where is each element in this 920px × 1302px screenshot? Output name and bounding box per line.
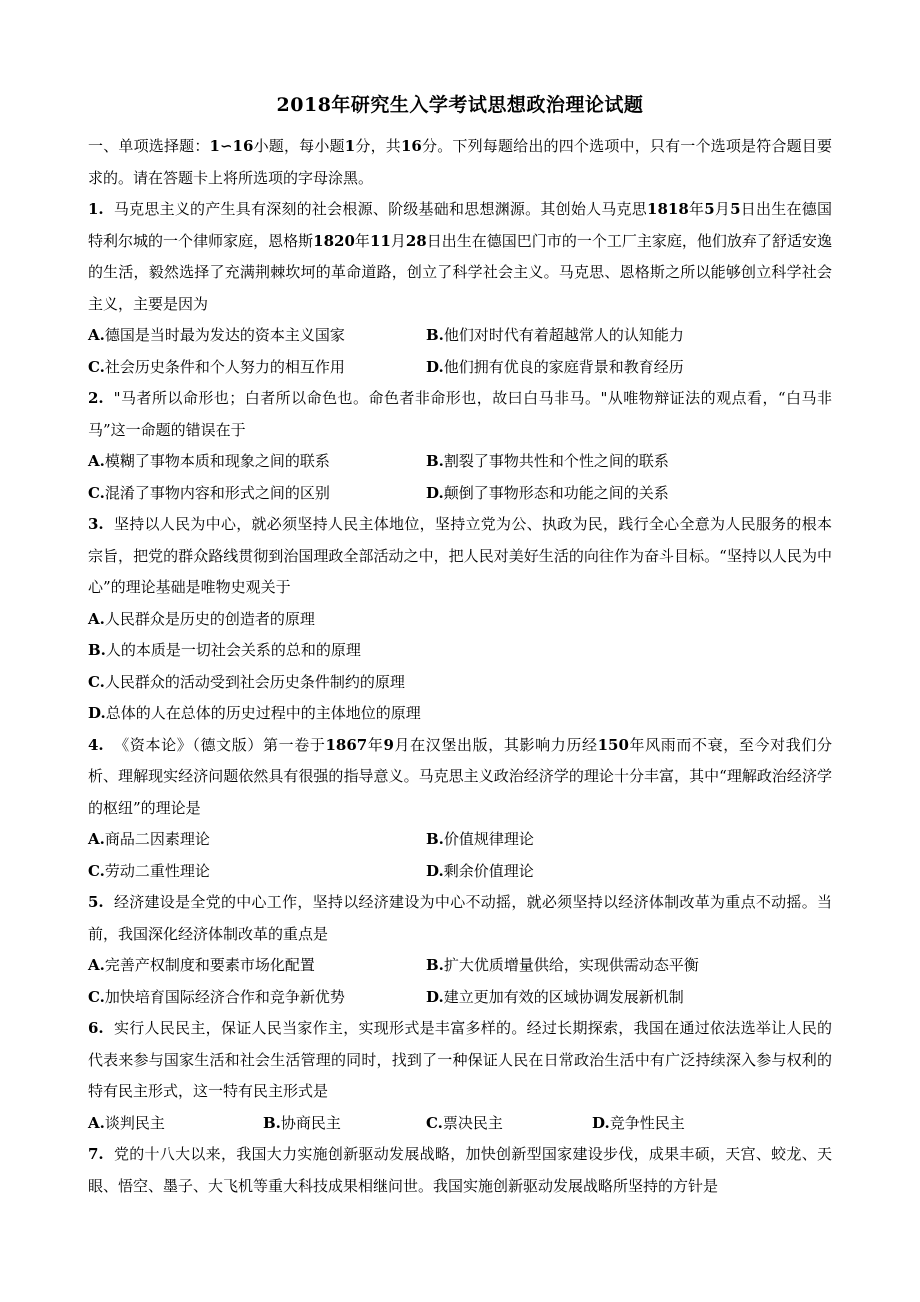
option-text: 协商民主 bbox=[280, 1113, 341, 1132]
option-c[interactable] bbox=[88, 982, 426, 1014]
option-c[interactable] bbox=[88, 478, 426, 510]
stem-day: 28 bbox=[405, 231, 427, 250]
option-b[interactable] bbox=[426, 320, 832, 352]
stem-month: 5 bbox=[704, 200, 715, 218]
option-d[interactable] bbox=[592, 1108, 832, 1140]
option-c[interactable] bbox=[88, 352, 426, 384]
option-text: 模糊了事物本质和现象之间的联系 bbox=[104, 452, 330, 470]
option-a[interactable] bbox=[88, 824, 426, 856]
question-3 bbox=[88, 509, 832, 730]
option-text: 人的本质是一切社会关系的总和的原理 bbox=[105, 641, 361, 659]
stem-text: 年 bbox=[688, 200, 705, 218]
instr-text: 分。下列每题给出的四个选项中，只有一个选项是符合题目要求的。请在答题卡上将所选项的字母涂黑。 bbox=[88, 137, 832, 187]
stem-years: 150 bbox=[597, 735, 629, 754]
option-text: 德国是当时最为发达的资本主义国家 bbox=[104, 326, 345, 344]
option-text: 劳动二重性理论 bbox=[104, 861, 210, 880]
option-text: 社会历史条件和个人努力的相互作用 bbox=[104, 357, 345, 376]
option-b[interactable] bbox=[426, 446, 832, 478]
question-7 bbox=[88, 1139, 832, 1202]
option-list bbox=[88, 320, 832, 383]
question-stem bbox=[88, 1013, 832, 1108]
option-text: 人民群众的活动受到社会历史条件制约的原理 bbox=[104, 672, 405, 691]
option-text: 完善产权制度和要素市场化配置 bbox=[104, 956, 315, 974]
option-letter: A. bbox=[88, 956, 105, 974]
option-text: 他们拥有优良的家庭背景和教育经历 bbox=[443, 357, 684, 376]
question-stem bbox=[88, 194, 832, 320]
stem-text: 年 bbox=[367, 735, 384, 754]
option-a[interactable] bbox=[88, 604, 832, 636]
option-letter: D. bbox=[88, 704, 106, 722]
option-b[interactable] bbox=[426, 824, 832, 856]
stem-text: 日出生在德国特利尔城的一个律师家庭，恩格斯 bbox=[88, 200, 832, 250]
instr-text: 分，共 bbox=[355, 137, 401, 155]
option-text: 混淆了事物内容和形式之间的区别 bbox=[104, 483, 330, 502]
option-letter: C. bbox=[88, 861, 105, 880]
option-letter: C. bbox=[88, 672, 105, 691]
option-list bbox=[88, 950, 832, 1013]
question-stem bbox=[88, 383, 832, 446]
option-a[interactable] bbox=[88, 446, 426, 478]
option-text: 总体的人在总体的历史过程中的主体地位的原理 bbox=[105, 704, 421, 722]
option-text: 颠倒了事物形态和功能之间的关系 bbox=[443, 483, 669, 502]
option-letter: B. bbox=[426, 956, 444, 974]
stem-text: 月 bbox=[390, 231, 406, 250]
option-text: 加快培育国际经济合作和竞争新优势 bbox=[104, 987, 345, 1006]
option-letter: A. bbox=[88, 326, 105, 344]
question-stem bbox=[88, 1139, 832, 1202]
question-stem bbox=[88, 887, 832, 950]
question-number: 7. bbox=[88, 1145, 104, 1163]
option-c[interactable] bbox=[426, 1108, 592, 1140]
option-d[interactable] bbox=[426, 856, 832, 888]
stem-text: 经济建设是全党的中心工作，坚持以经济建设为中心不动摇，就必须坚持以经济体制改革为重点不动摇。当前，我国深化经济体制改革的重点是 bbox=[88, 893, 832, 943]
stem-day: 5 bbox=[730, 200, 741, 218]
stem-text: 月在汉堡出版，其影响力历经 bbox=[393, 735, 598, 754]
stem-text: 年风雨而不衰，至今对我们分析、理解现实经济问题依然具有很强的指导意义。马克思主义政治经济学的理论十分丰富，其中“理解政治经济学的枢纽”的理论是 bbox=[88, 735, 832, 817]
option-b[interactable] bbox=[263, 1108, 426, 1140]
option-list bbox=[88, 604, 832, 730]
question-4 bbox=[88, 730, 832, 888]
option-d[interactable] bbox=[88, 698, 832, 730]
option-text: 票决民主 bbox=[442, 1113, 503, 1132]
option-d[interactable] bbox=[426, 982, 832, 1014]
stem-year: 1867 bbox=[325, 735, 368, 754]
option-text: 割裂了事物共性和个性之间的联系 bbox=[443, 452, 669, 470]
option-letter: B. bbox=[426, 452, 444, 470]
question-number: 3. bbox=[88, 515, 104, 533]
stem-text: 坚持以人民为中心，就必须坚持人民主体地位，坚持立党为公、执政为民，践行全心全意为人民服务的根本宗旨，把党的群众路线贯彻到治国理政全部活动之中，把人民对美好生活的向往作为奋斗目标。“坚持以人民为中心”的理论基础是唯物史观关于 bbox=[88, 515, 832, 596]
exam-page bbox=[88, 90, 832, 1202]
option-letter: C. bbox=[88, 483, 105, 502]
option-letter: D. bbox=[426, 357, 444, 376]
option-text: 扩大优质增量供给，实现供需动态平衡 bbox=[443, 956, 699, 974]
question-6 bbox=[88, 1013, 832, 1139]
stem-year: 1820 bbox=[313, 231, 355, 250]
instr-text: 小题，每小题 bbox=[253, 137, 345, 155]
stem-text: 实行人民民主，保证人民当家作主，实现形式是丰富多样的。经过长期探索，我国在通过依法选举让人民的代表来参与国家生活和社会生活管理的同时，找到了一种保证人民在日常政治生活中有广泛持续深入参与权利的特有民主形式，这一特有民主形式是 bbox=[88, 1019, 832, 1100]
stem-text: 日出生在德国巴门市的一个工厂主家庭，他们放弃了舒适安逸的生活，毅然选择了充满荆棘坎坷的革命道路，创立了科学社会主义。马克思、恩格斯之所以能够创立科学社会主义，主要是因为 bbox=[88, 231, 832, 313]
option-letter: B. bbox=[426, 830, 444, 848]
question-2 bbox=[88, 383, 832, 509]
option-letter: B. bbox=[426, 326, 444, 344]
question-number: 2. bbox=[88, 389, 104, 407]
option-d[interactable] bbox=[426, 478, 832, 510]
option-text: 价值规律理论 bbox=[443, 830, 534, 848]
question-number: 4. bbox=[88, 735, 104, 754]
page-title: 2018年研究生入学考试思想政治理论试题 bbox=[276, 94, 644, 116]
stem-text: 月 bbox=[714, 200, 731, 218]
option-list bbox=[88, 1108, 832, 1140]
option-text: 剩余价值理论 bbox=[443, 861, 534, 880]
option-letter: D. bbox=[426, 861, 444, 880]
option-text: 谈判民主 bbox=[104, 1113, 165, 1132]
question-number: 1. bbox=[88, 200, 104, 218]
option-letter: A. bbox=[88, 452, 105, 470]
option-letter: B. bbox=[88, 641, 106, 659]
instr-text: 一、单项选择题： bbox=[88, 137, 210, 155]
option-text: 人民群众是历史的创造者的原理 bbox=[104, 609, 315, 628]
instr-points-each: 1 bbox=[344, 137, 356, 155]
option-letter: A. bbox=[88, 830, 105, 848]
stem-text: 年 bbox=[354, 231, 370, 250]
option-c[interactable] bbox=[88, 667, 832, 699]
option-text: 竞争性民主 bbox=[609, 1113, 685, 1132]
option-text: 他们对时代有着超越常人的认知能力 bbox=[443, 326, 684, 344]
option-letter: B. bbox=[263, 1113, 281, 1132]
option-letter: D. bbox=[426, 483, 444, 502]
option-c[interactable] bbox=[88, 856, 426, 888]
stem-text: 党的十八大以来，我国大力实施创新驱动发展战略，加快创新型国家建设步伐，成果丰硕，天宫、蛟龙、天眼、悟空、墨子、大飞机等重大科技成果相继问世。我国实施创新驱动发展战略所坚持的方针是 bbox=[88, 1145, 832, 1195]
option-b[interactable] bbox=[88, 635, 832, 667]
question-number: 5. bbox=[88, 893, 104, 911]
instr-range: 1∽16 bbox=[209, 137, 254, 155]
stem-month: 9 bbox=[383, 735, 394, 754]
stem-text: "马者所以命形也；白者所以命色也。命色者非命形也，故曰白马非马。"从唯物辩证法的观点看，“白马非马”这一命题的错误在于 bbox=[88, 389, 832, 439]
option-letter: D. bbox=[592, 1113, 610, 1132]
option-letter: A. bbox=[88, 1113, 105, 1132]
option-letter: C. bbox=[426, 1113, 443, 1132]
option-letter: C. bbox=[88, 357, 105, 376]
option-d[interactable] bbox=[426, 352, 832, 384]
option-a[interactable] bbox=[88, 950, 426, 982]
instr-points-total: 16 bbox=[400, 137, 422, 155]
stem-text: 《资本论》（德文版）第一卷于 bbox=[113, 735, 326, 754]
question-stem bbox=[88, 730, 832, 825]
option-text: 商品二因素理论 bbox=[104, 830, 210, 848]
option-text: 建立更加有效的区域协调发展新机制 bbox=[443, 987, 684, 1006]
option-list bbox=[88, 824, 832, 887]
option-a[interactable] bbox=[88, 320, 426, 352]
option-letter: A. bbox=[88, 609, 105, 628]
option-letter: D. bbox=[426, 987, 444, 1006]
question-5 bbox=[88, 887, 832, 1013]
question-stem bbox=[88, 509, 832, 604]
stem-month: 11 bbox=[369, 231, 391, 250]
option-b[interactable] bbox=[426, 950, 832, 982]
option-letter: C. bbox=[88, 987, 105, 1006]
question-number: 6. bbox=[88, 1019, 104, 1037]
stem-text: 马克思主义的产生具有深刻的社会根源、阶级基础和思想渊源。其创始人马克思 bbox=[113, 200, 648, 218]
option-a[interactable] bbox=[88, 1108, 263, 1140]
stem-year: 1818 bbox=[647, 200, 689, 218]
section-instructions bbox=[88, 131, 832, 194]
question-1 bbox=[88, 194, 832, 383]
option-list bbox=[88, 446, 832, 509]
